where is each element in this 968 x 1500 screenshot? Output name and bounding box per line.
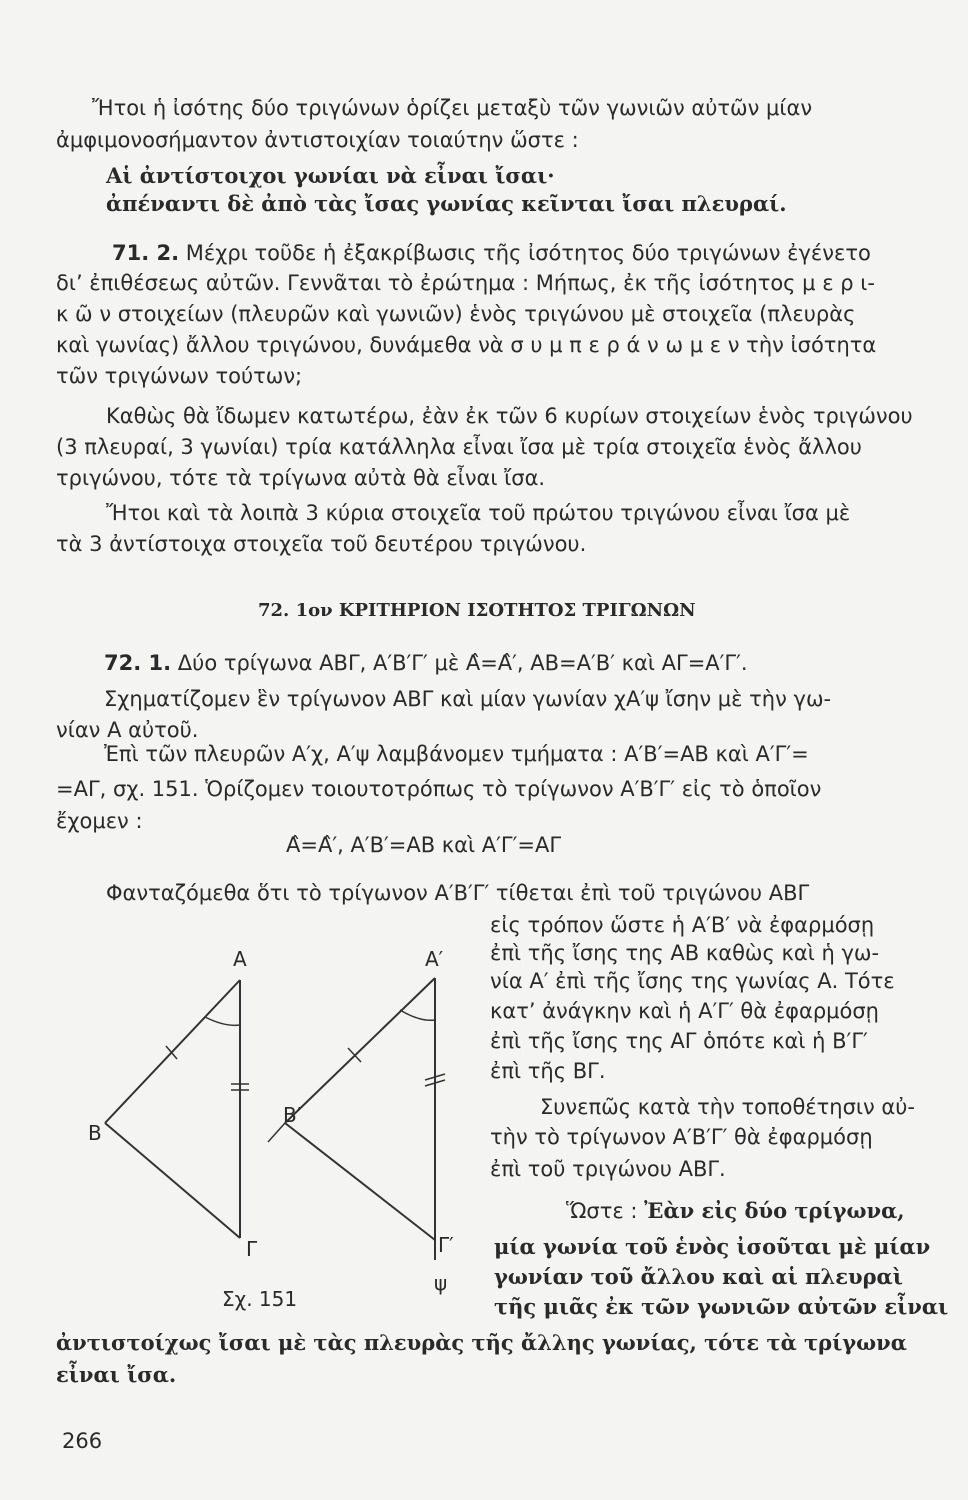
label-b: Β	[88, 1121, 102, 1145]
side-b2g2	[285, 1123, 435, 1240]
text-line: δι’ ἐπιθέσεως αὐτῶν. Γεννᾶται τὸ ἐρώτημα : Μήπως, ἐκ τῆς ἰσότητος μ ε ρ ι-	[56, 271, 875, 295]
text-line: Ἤτοι ἡ ἰσότης δύο τριγώνων ὁρίζει μεταξὺ τῶν γωνιῶν αὐτῶν μίαν	[92, 96, 813, 120]
text-line: τῶν τριγώνων τούτων;	[56, 364, 303, 388]
text-span: Ὥστε :	[566, 1199, 638, 1223]
bold-statement: γωνίαν τοῦ ἄλλου καὶ αἱ πλευραὶ	[494, 1264, 903, 1289]
text-line: Συνεπῶς κατὰ τὴν τοποθέτησιν αὐ-	[540, 1095, 915, 1119]
text-line: ἔχομεν :	[56, 809, 143, 833]
bold-statement: μία γωνία τοῦ ἑνὸς ἰσοῦται μὲ μίαν	[494, 1234, 931, 1259]
label-a: Α	[233, 947, 247, 971]
text-line: κ ῶ ν στοιχείων (πλευρῶν καὶ γωνιῶν) ἑνὸς τριγώνου μὲ στοιχεῖα (πλευρὰς	[56, 302, 856, 326]
text-line: κατ’ ἀνάγκην καὶ ἡ Α′Γ′ θὰ ἐφαρμόσῃ	[490, 999, 879, 1023]
text-line: τὰ 3 ἀντίστοιχα στοιχεῖα τοῦ δευτέρου τριγώνου.	[56, 532, 587, 556]
side-ab	[105, 980, 240, 1123]
text-line: =ΑΓ, σχ. 151. Ὁρίζομεν τοιουτοτρόπως τὸ τρίγωνον Α′Β′Γ′ εἰς τὸ ὁποῖον	[56, 777, 822, 801]
figure-caption: Σχ. 151	[222, 1287, 298, 1311]
conclusion-first-line	[566, 1198, 905, 1224]
text-line: καὶ γωνίας) ἄλλου τριγώνου, δυνάμεθα νὰ σ υ μ π ε ρ ά ν ω μ ε ν τὴν ἰσότητα	[56, 333, 877, 357]
text-line: ἐπὶ τοῦ τριγώνου ΑΒΓ.	[490, 1157, 726, 1181]
bold-statement: Ἐὰν εἰς δύο τρίγωνα,	[644, 1198, 905, 1223]
side-bg	[105, 1123, 240, 1238]
label-b-prime: Β′	[283, 1103, 302, 1127]
section-72-1-first-line	[104, 650, 748, 676]
label-g-prime: Γ′	[438, 1233, 454, 1257]
text-span: Δύο τρίγωνα ΑΒΓ, Α′Β′Γ′ μὲ Α̂=Α̂′, ΑΒ=Α′Β′ καὶ ΑΓ=Α′Γ′.	[177, 651, 748, 675]
section-number: 72. 1.	[104, 651, 172, 675]
text-line: Ἤτοι καὶ τὰ λοιπὰ 3 κύρια στοιχεῖα τοῦ πρώτου τριγώνου εἶναι ἴσα μὲ	[106, 501, 851, 525]
text-line: τὴν τὸ τρίγωνον Α′Β′Γ′ θὰ ἐφαρμόσῃ	[490, 1125, 873, 1149]
text-line: (3 πλευραί, 3 γωνίαι) τρία κατάλληλα εἶναι ἴσα μὲ τρία στοιχεῖα ἑνὸς ἄλλου	[56, 435, 862, 459]
text-line: ἐπὶ τῆς ἴσης της ΑΓ ὁπότε καὶ ἡ Β′Γ′	[490, 1029, 868, 1053]
label-a-prime: Α′	[425, 947, 444, 971]
text-line: Καθὼς θὰ ἴδωμεν κατωτέρω, ἐὰν ἐκ τῶν 6 κυρίων στοιχείων ἑνὸς τριγώνου	[106, 404, 913, 428]
text-line: ἀμφιμονοσήμαντον ἀντιστοιχίαν τοιαύτην ὥστε :	[56, 128, 579, 152]
text-span: Μέχρι τοῦδε ἡ ἐξακρίβωσις τῆς ἰσότητος δύο τριγώνων ἐγένετο	[185, 241, 871, 265]
text-line: ἐπὶ τῆς ἴσης της ΑΒ καθὼς καὶ ἡ γω-	[490, 941, 880, 965]
text-line: τριγώνου, τότε τὰ τρίγωνα αὐτὰ θὰ εἶναι ἴσα.	[56, 466, 546, 490]
text-line: Φανταζόμεθα ὅτι τὸ τρίγωνον Α′Β′Γ′ τίθεται ἐπὶ τοῦ τριγώνου ΑΒΓ	[106, 881, 810, 905]
triangle-diagram	[80, 930, 480, 1320]
section-number: 71. 2.	[112, 241, 180, 265]
text-line: νία Α′ ἐπὶ τῆς ἴσης της γωνίας Α. Τότε	[490, 969, 895, 993]
label-psi: ψ	[434, 1271, 448, 1295]
bold-statement: εἶναι ἴσα.	[56, 1362, 177, 1387]
bold-statement: Αἱ ἀντίστοιχοι γωνίαι νὰ εἶναι ἴσαι·	[106, 163, 555, 188]
bold-statement: ἀπέναντι δὲ ἀπὸ τὰς ἴσας γωνίας κεῖνται ἴσαι πλευραί.	[106, 191, 787, 216]
bold-statement: τῆς μιᾶς ἐκ τῶν γωνιῶν αὐτῶν εἶναι	[494, 1294, 949, 1319]
angle-arc-a	[205, 1017, 240, 1025]
ray-a2-x	[285, 978, 435, 1123]
section-71-2-first-line	[112, 240, 871, 266]
text-line: Σχηματίζομεν ἓν τρίγωνον ΑΒΓ καὶ μίαν γωνίαν χΑ′ψ ἴσην μὲ τὴν γω-	[104, 687, 832, 711]
text-line: εἰς τρόπον ὥστε ἡ Α′Β′ νὰ ἐφαρμόσῃ	[490, 913, 875, 937]
bold-statement: ἀντιστοίχως ἴσαι μὲ τὰς πλευρὰς τῆς ἄλλης γωνίας, τότε τὰ τρίγωνα	[56, 1330, 907, 1355]
page-number: 266	[62, 1429, 103, 1453]
angle-arc-a2	[400, 1010, 435, 1020]
label-g: Γ	[246, 1237, 258, 1261]
section-heading: 72. 1ον ΚΡΙΤΗΡΙΟΝ ΙΣΟΤΗΤΟΣ ΤΡΙΓΩΝΩΝ	[258, 600, 696, 621]
text-line: Ἐπὶ τῶν πλευρῶν Α′χ, Α′ψ λαμβάνομεν τμήματα : Α′Β′=ΑΒ καὶ Α′Γ′=	[104, 742, 809, 766]
text-line: ἐπὶ τῆς ΒΓ.	[490, 1059, 606, 1083]
text-line: νίαν Α αὐτοῦ.	[56, 718, 199, 742]
formula: Α̂=Α̂′, Α′Β′=ΑΒ καὶ Α′Γ′=ΑΓ	[286, 833, 562, 857]
figure-151	[80, 930, 480, 1320]
